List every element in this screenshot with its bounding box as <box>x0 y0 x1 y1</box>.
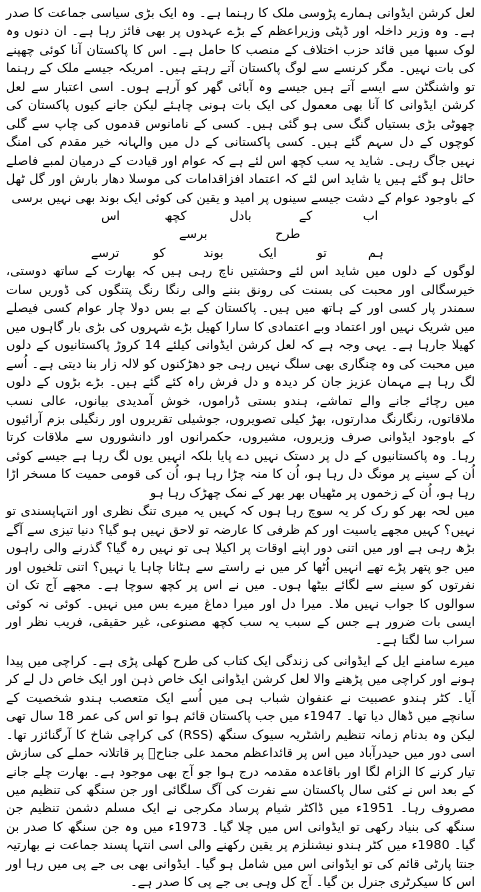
paragraph-2: لوگوں کے دلوں میں شاید اس لئے وحشتیں ناچ رہی ہیں کہ بھارت کے ساتھ دوستی، خیرسگالی اور محبت کی بسنت کی رونق بننے والی رنگا رنگ پتنگوں کی ڈوریں سات سمندر پار کسی اور کے ہاتھ میں ہیں۔ پاکستان کے بے بس دولا چار عوام کسی فیصلے میں شریک نہیں اور اعتماد وبے اعتمادی کا سارا کھیل بڑے شہروں کی بڑی بار گاہوں میں کھیلا جارہا ہے۔ یہی وجہ ہے کہ لعل کرشن ایڈوانی کیلئے 14 کروڑ پاکستانیوں کے دلوں میں محبت کی وہ چنگاری بھی سلگ نہیں رہی جو دھڑکنوں کو لالہ زار بنا دیتی ہے۔ اُسے لگ رہا ہے مہمان عزیز جان کر دیدہ و دل فرش راہ کئے گئے ہیں۔ بڑے بڑوں کے دلوں میں رچائے جانے والے تماشے، ہندو بستی ڈراموں، خوش آمدیدی بیانوں، عالی نسب ملاقاتوں، رنگارنگ مدارتوں، بھڑ کیلی تصویروں، جوشیلی تقریروں اور رنگیلی بزم آرائیوں کے باوجود ایڈوانی صرف وزیروں، مشیروں، حکمرانوں اور دانشوروں سے ملاقات کرتا رہا۔ وہ پاکستانیوں کے دل پر دستک نہیں دے پایا بلکہ انہیں یوں لگ رہا ہے جیسے کوئی اُن کے سینے پر مونگ دل رہا ہو، اُن کا منہ چڑا رہا ہو، اُن کی قومی حمیت کا مسخر اڑا رہا ہو، اُن کے زخموں پر مٹھیاں بھر بھر کے نمک چھڑک رہا ہو <box>6 263 476 500</box>
verse-word: بادل <box>229 207 252 223</box>
verse-word: ایک <box>258 244 277 260</box>
verse-word: کچھ <box>164 207 187 223</box>
verse-word: ترسے <box>90 244 120 260</box>
verse-word: ہم <box>368 244 384 260</box>
verse-line-1b <box>6 225 475 243</box>
verse-word: کے <box>298 207 313 223</box>
paragraph-4: میرے سامنے ایل کے ایڈوانی کی زندگی ایک کتاب کی طرح کھلی پڑی ہے۔ کراچی میں پیدا ہونے اور کراچی میں پڑھنے والا لعل کرشن ایڈوانی ایک خاص ذہن اور ایک خاص دل لے کر آیا۔ کٹر ہندو عصبیت نے عنفوان شباب ہی میں اُسے ایک متعصب ہندو شخصیت کے سانچے میں ڈھال دیا تھا۔ 1947ء میں جب پاکستان قائم ہوا تو اس کی عمر 18 سال تھی لیکن وہ بدنام زمانہ تنظیم راشٹریہ سیوک سنگھ (RSS) کی کراچی شاخ کا آرگنائزر تھا۔ اسی دور میں حیدرآباد میں اس پر قائداعظم محمد علی جناحؒ پر قاتلانہ حملے کی سازش تیار کرنے کا الزام لگا اور باقاعدہ مقدمہ درج ہوا جو آج بھی موجود ہے۔ بھارت چلے جانے کے بعد اس نے کئی سال پاکستان سے نفرت کی آگ سلگائی اور جن سنگھ کی تنظیم میں مصروف رہا۔ 1951ء میں ڈاکٹر شیام پرساد مکرجی نے ایک مسلم دشمن تنظیم جن سنگھ کی بنیاد رکھی تو ایڈوانی اس میں چلا گیا۔ 1973ء میں وہ جن سنگھ کا صدر بن گیا۔ 1980ء میں کٹر ہندو نیشنلزم پر یقین رکھنے والی اسی انتہا پسند جماعت نے بھارتیہ جنتا پارٹی قائم کی تو ایڈوانی اس میں شامل ہو گیا۔ ایڈوانی بھی بی جے پی میں رہا اور اس کا سیکرٹری جنرل بن گیا۔ آج کل وہی بی جے پی کا صدر ہے۔ <box>6 652 476 890</box>
verse-word: تو <box>316 244 327 260</box>
verse-word: اب <box>362 207 379 223</box>
paragraph-1: لعل کرشن ایڈوانی ہمارے پڑوسی ملک کا رہنما ہے۔ وہ ایک بڑی سیاسی جماعت کا صدر ہے۔ وہ وزیر داخلہ اور ڈپٹی وزیراعظم کے بڑے عہدوں پر بھی فائز رہا ہے۔ ان دنوں وہ لوک سبھا میں قائد حزب اختلاف کے منصب کا حامل ہے۔ اس کا پاکستان آنا کوئی چھپنے کی بات نہیں۔ مگر کرنسے سے لوگ پاکستان آتے رہتے ہیں۔ امریکہ جیسے ملک کے رہنما تو واشنگٹن سے ایسے آتے ہیں جیسے وہ آبائی گھر کو آرہے ہوں۔ اسی اعتبار سے لعل کرشن ایڈوانی کا آنا بھی معمول کی ایک بات ہونی چاہئے لیکن جانے کیوں پاکستان کی چھوٹی بڑی بستیاں گنگ سی ہو گئی ہیں۔ کسی کے نامانوس قدموں کی چاپ سے گلی کوچوں کے دل سہم گئے ہیں۔ کسی پاکستانی کے دل میں والہانہ خیر مقدم کی امنگ نہیں جاگ رہی۔ شاید یہ سب کچھ اس لئے ہے کہ عوام اور قیادت کے درمیان لمبے فاصلے حائل ہو گئے ہیں یا شاید اس لئے کہ اعتماد افزاقدامات کی موسلا دھار بارش اور گل ٹھل کے باوجود عوام کے دشت جیسے سینوں پر امید و یقین کی کوئی ایک بوند بھی نہیں برسی <box>6 5 475 205</box>
verse-word: برسے <box>179 226 208 242</box>
verse-line-2 <box>6 244 475 262</box>
paragraph-3: میں لحہ بھر کو رک کر یہ سوچ رہا ہوں کہ کہیں یہ میری تنگ نظری اور انتہاپسندی تو نہیں؟ کہیں مجھے یاسیت اور کم ظرفی کا عارضہ تو لاحق نہیں ہو گیا؟ دنیا تیزی سے آگے بڑھ رہی ہے اور میں اتنی دور اپنے اوقات پر اکیلا ہی تو نہیں رہ گیا؟ گذرنے والی راہوں میں جو پتھر پڑے تھے انہیں اُٹھا کر میں نے راستے سے ہٹانا چاہا یا نہیں؟ اتنی تلخیوں اور نفرتوں کو سینے سے لگائے بیٹھا ہوں۔ میں نے اس پر کچھ سوچا ہے۔ مجھے آج تک ان سوالوں کا جواب نہیں ملا۔ میرا دل اور میرا دماغ میرے بس میں نہیں۔ کوئی نہ کوئی ایسی بات ضرور ہے جس کے سبب یہ سب کچھ مصنوعی، غیر حقیقی، فریب نظر اور سراب سا لگتا ہے۔ <box>6 503 475 648</box>
verse-word: بوند <box>203 244 224 260</box>
verse-line-1 <box>6 207 475 225</box>
verse-word: طرح <box>275 226 301 242</box>
verse-word: اس <box>101 207 120 223</box>
verse-word: کو <box>153 244 166 260</box>
